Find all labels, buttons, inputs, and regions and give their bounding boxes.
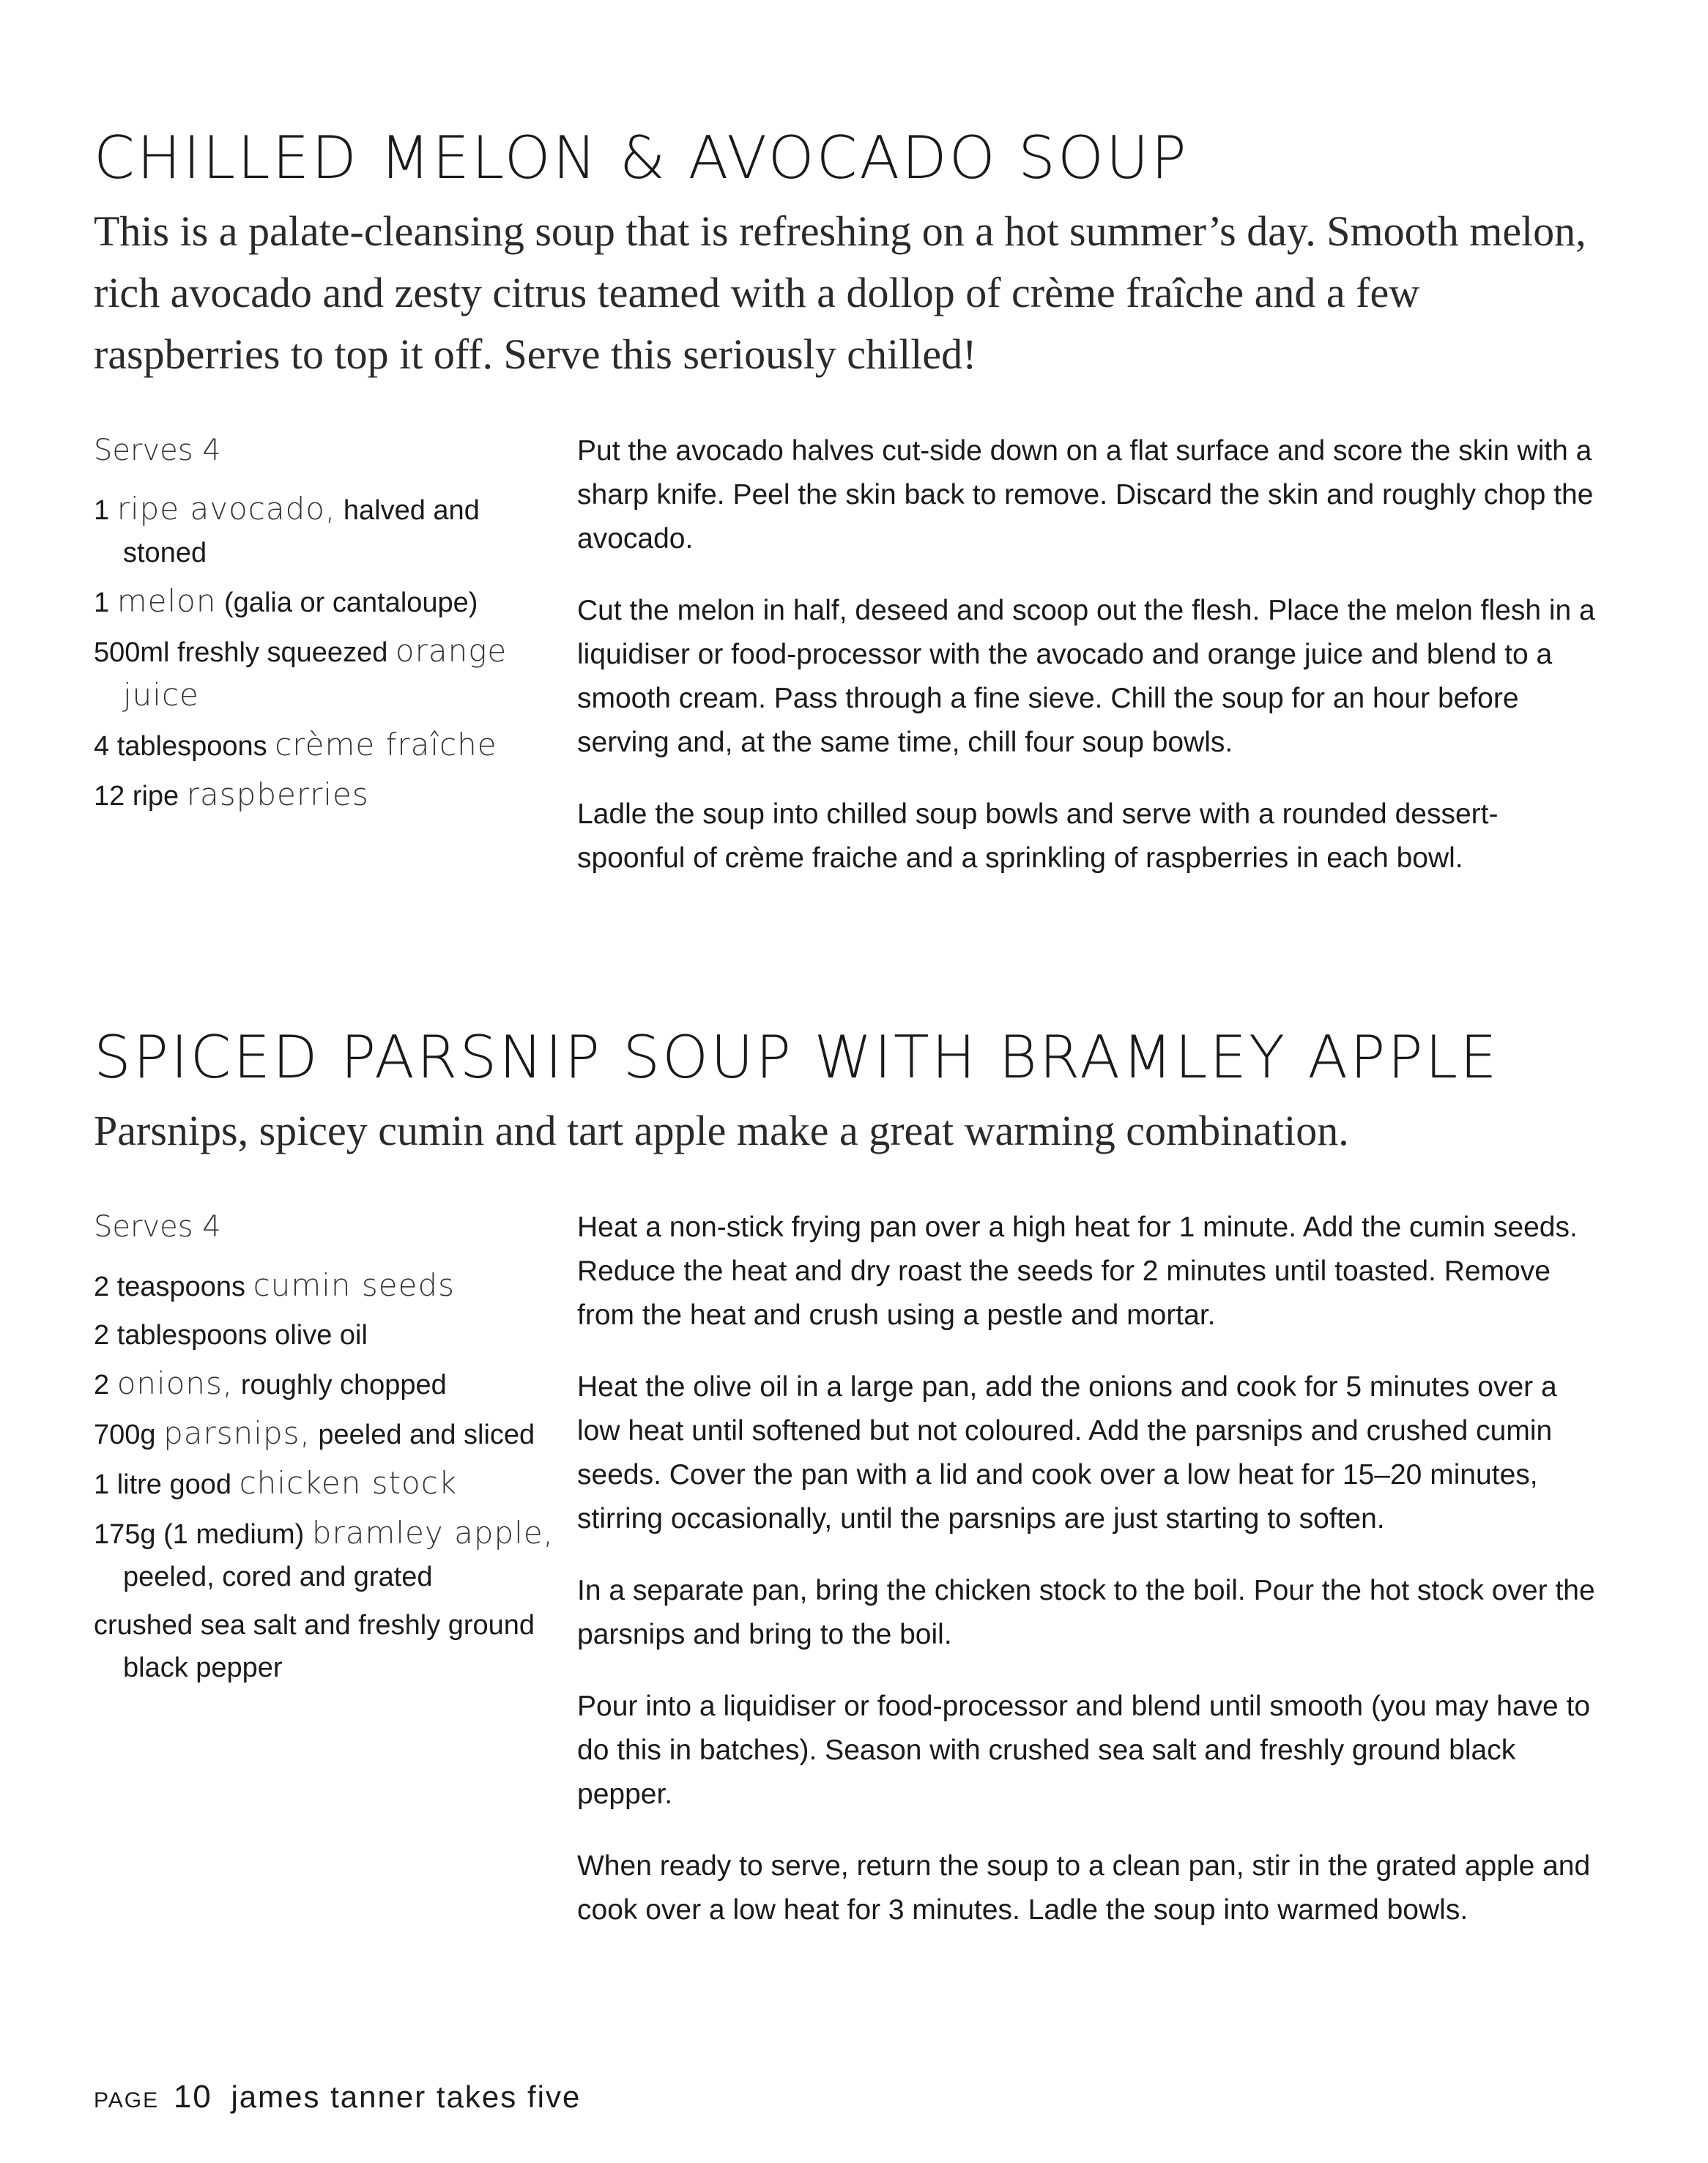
ingredient-item: 1 ripe avocado, halved and stoned [94, 491, 480, 568]
ingredient-item: 700g parsnips, peeled and sliced [94, 1415, 535, 1451]
book-title: james tanner takes five [231, 2079, 582, 2114]
method-steps [577, 1206, 1603, 1960]
method-step: When ready to serve, return the soup to a clean pan, stir in the grated apple and cook over a low heat for 3 minutes. Ladle the soup into warmed bowls. [577, 1850, 1591, 1926]
recipe-title: SPICED PARSNIP SOUP WITH BRAMLEY APPLE [94, 1023, 1499, 1091]
method-steps [577, 429, 1603, 908]
ingredient-item: 2 teaspoons cumin seeds [94, 1267, 455, 1303]
recipe-parsnip-soup [94, 1025, 1595, 2011]
recipe-melon-avocado [94, 126, 1595, 898]
method-step: Ladle the soup into chilled soup bowls and serve with a rounded dessert-spoonful of crème fraiche and a sprinkling of raspberries in each bowl. [577, 798, 1499, 874]
method-step: Heat the olive oil in a large pan, add the onions and cook for 5 minutes over a low heat until softened but not coloured. Add the parsnips and crushed cumin seeds. Cover the pan with a lid and cook over a low heat for 15–20 minutes, stirring occasionally, until the parsnips are just starting to soften. [577, 1371, 1557, 1535]
serves-label: Serves 4 [94, 434, 221, 467]
ingredient-item: 500ml freshly squeezed orange juice [94, 633, 508, 713]
method-step: In a separate pan, bring the chicken stock to the boil. Pour the hot stock over the parsnips and bring to the boil. [577, 1575, 1595, 1650]
recipe-title: CHILLED MELON & AVOCADO SOUP [94, 124, 1189, 192]
page-label: PAGE [94, 2088, 160, 2112]
page-footer [94, 2079, 581, 2115]
method-step: Put the avocado halves cut-side down on a flat surface and score the skin with a sharp knife. Peel the skin back to remove. Discard the skin and roughly chop the avocado. [577, 435, 1594, 554]
ingredient-item: 2 tablespoons olive oil [94, 1320, 368, 1351]
ingredient-item: 1 melon (galia or cantaloupe) [94, 583, 478, 619]
ingredient-item: 2 onions, roughly chopped [94, 1365, 447, 1401]
recipe-intro: Parsnips, spicey cumin and tart apple make a great warming combination. [94, 1107, 1349, 1154]
method-step: Pour into a liquidiser or food-processor and blend until smooth (you may have to do this in batches). Season with crushed sea salt and freshly ground black pepper. [577, 1691, 1591, 1810]
ingredient-item: 4 tablespoons crème fraîche [94, 727, 497, 763]
method-step: Cut the melon in half, deseed and scoop out the flesh. Place the melon flesh in a liquidiser or food-processor with the avocado and orange juice and blend to a smooth cream. Pass through a fine sieve. Chill the soup for an hour before serving and, at the same time, chill four soup bowls. [577, 595, 1595, 758]
ingredient-item: 12 ripe raspberries [94, 776, 369, 812]
recipe-intro: This is a palate-cleansing soup that is refreshing on a hot summer’s day. Smooth melon, rich avocado and zesty citrus teamed with a dollop of crème fraîche and a few raspberries to top it off. Serve this seriously chilled! [94, 207, 1586, 378]
serves-label: Serves 4 [94, 1210, 221, 1244]
ingredient-item: 175g (1 medium) bramley apple, peeled, cored and grated [94, 1515, 554, 1592]
ingredients-list [94, 429, 562, 823]
ingredient-item: crushed sea salt and freshly ground black pepper [94, 1610, 535, 1683]
page-number: 10 [173, 2079, 212, 2115]
ingredient-item: 1 litre good chicken stock [94, 1465, 458, 1501]
method-step: Heat a non-stick frying pan over a high heat for 1 minute. Add the cumin seeds. Reduce the heat and dry roast the seeds for 2 minutes until toasted. Remove from the heat and crush using a pestle and mortar. [577, 1212, 1578, 1331]
ingredients-list [94, 1206, 562, 1695]
